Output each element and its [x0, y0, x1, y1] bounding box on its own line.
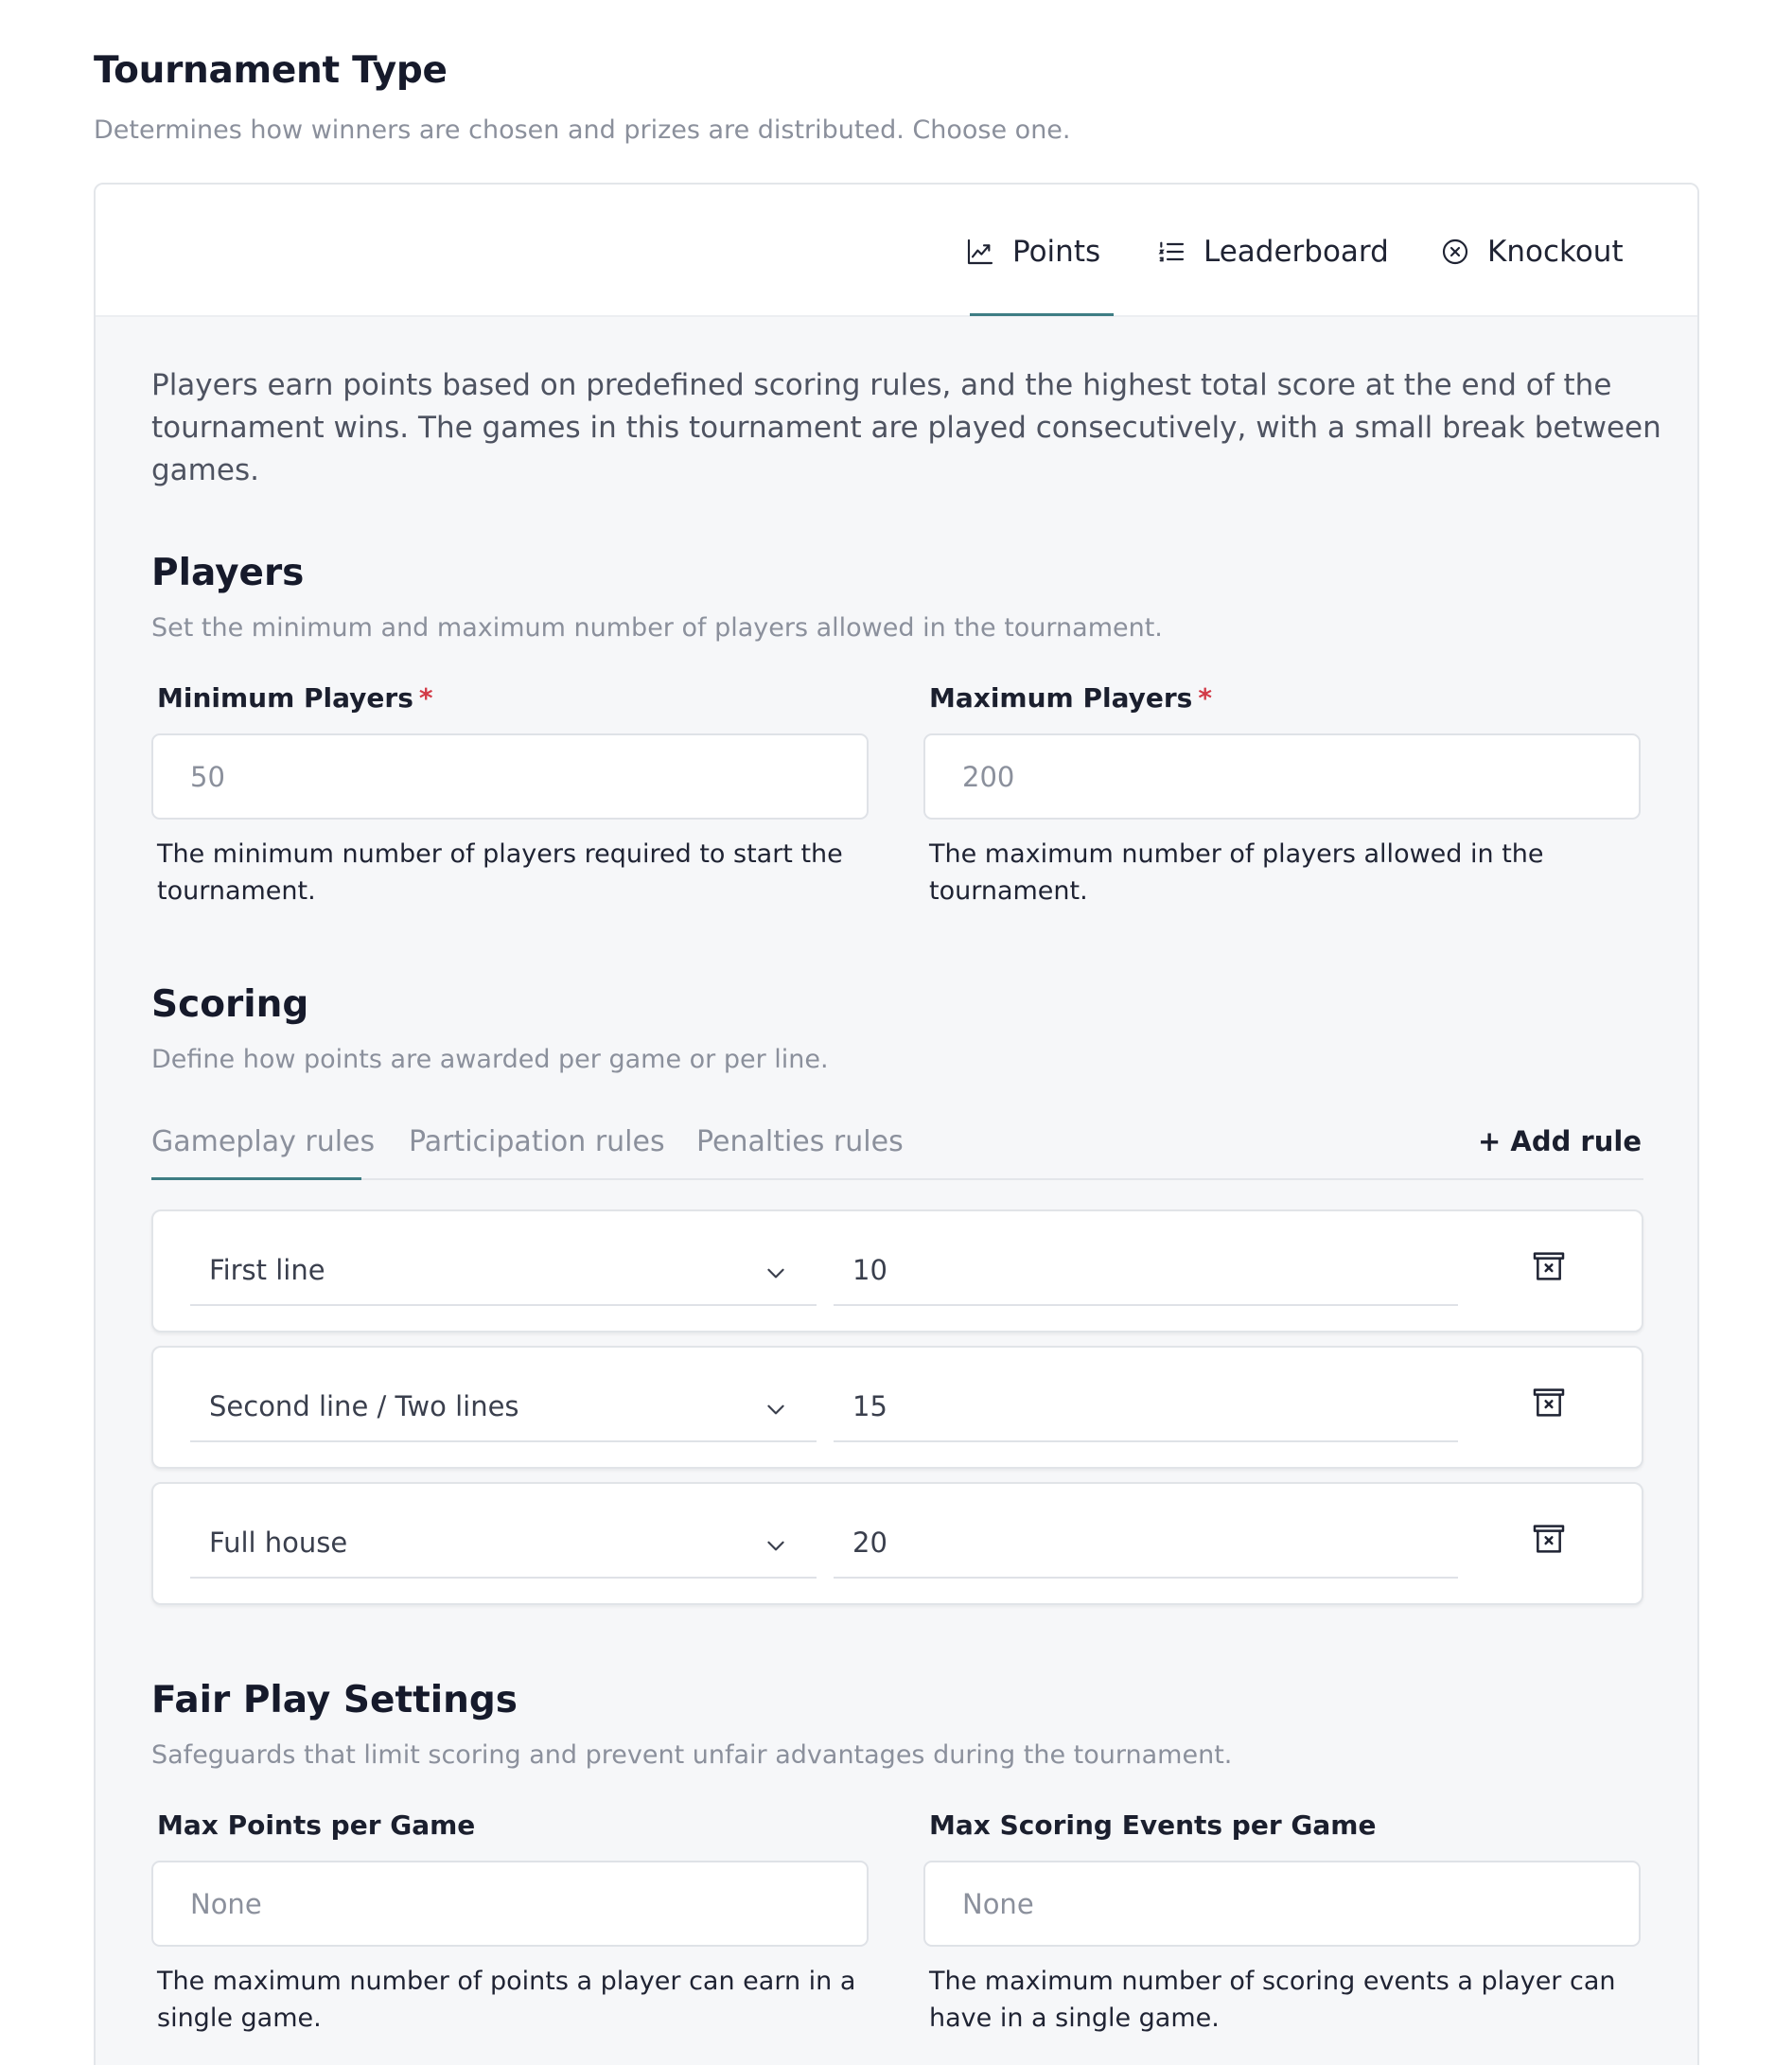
- min-players-label: Minimum Players *: [157, 682, 433, 714]
- players-title: Players: [151, 552, 305, 594]
- rule-type-select[interactable]: [190, 1236, 817, 1306]
- scoring-rule-row: [151, 1209, 1643, 1333]
- rule-type-value: First line: [209, 1254, 325, 1286]
- rule-type-value: Full house: [209, 1527, 348, 1559]
- tab-points-label: Points: [1012, 235, 1101, 269]
- scoring-rule-row: [151, 1482, 1643, 1605]
- tab-knockout-label: Knockout: [1487, 235, 1624, 269]
- players-subtitle: Set the minimum and maximum number of players allowed in the tournament.: [151, 613, 1163, 643]
- scoring-title: Scoring: [151, 983, 309, 1026]
- tournament-type-tabs: [96, 185, 1697, 317]
- max-players-help: The maximum number of players allowed in the tournament.: [929, 839, 1544, 906]
- rule-type-select[interactable]: [190, 1372, 817, 1442]
- chevron-down-icon: [764, 1261, 788, 1285]
- max-players-label: Maximum Players *: [929, 682, 1212, 714]
- max-events-input[interactable]: [923, 1861, 1641, 1947]
- max-points-label: Max Points per Game: [157, 1809, 476, 1841]
- tab-knockout[interactable]: [1440, 228, 1624, 275]
- rule-points-input[interactable]: [834, 1509, 1458, 1579]
- scoring-rule-row: [151, 1346, 1643, 1469]
- list-numbered-icon: [1156, 237, 1186, 267]
- delete-rule-icon[interactable]: [1530, 1520, 1568, 1558]
- page-subtitle: Determines how winners are chosen and prizes are distributed. Choose one.: [94, 115, 1071, 145]
- required-mark: *: [1198, 682, 1212, 714]
- chart-line-icon: [965, 237, 995, 267]
- rule-type-value: Second line / Two lines: [209, 1390, 519, 1422]
- delete-rule-icon[interactable]: [1530, 1247, 1568, 1285]
- rule-points-input[interactable]: [834, 1236, 1458, 1306]
- delete-rule-icon[interactable]: [1530, 1384, 1568, 1421]
- max-points-help: The maximum number of points a player can earn in a single game.: [157, 1967, 856, 2033]
- active-tab-indicator: [970, 313, 1114, 316]
- fair-play-title: Fair Play Settings: [151, 1679, 518, 1721]
- add-rule-button[interactable]: + Add rule: [1477, 1125, 1642, 1157]
- rule-type-select[interactable]: [190, 1509, 817, 1579]
- tab-leaderboard-label: Leaderboard: [1203, 235, 1389, 269]
- chevron-down-icon: [764, 1397, 788, 1421]
- circle-x-icon: [1440, 237, 1470, 267]
- rule-points-input[interactable]: [834, 1372, 1458, 1442]
- tournament-type-card: [94, 183, 1699, 2065]
- tab-points[interactable]: [965, 228, 1100, 275]
- tab-participation-rules[interactable]: Participation rules: [409, 1125, 665, 1158]
- min-players-input[interactable]: [151, 733, 869, 820]
- max-points-input[interactable]: [151, 1861, 869, 1947]
- scoring-tabs-divider: [151, 1178, 1643, 1180]
- scoring-subtitle: Define how points are awarded per game or per line.: [151, 1045, 829, 1074]
- active-subtab-indicator: [151, 1177, 361, 1180]
- tab-penalties-rules[interactable]: Penalties rules: [696, 1125, 904, 1158]
- min-players-help: The minimum number of players required to start the tournament.: [157, 839, 843, 906]
- max-events-help: The maximum number of scoring events a player can have in a single game.: [929, 1967, 1616, 2033]
- required-mark: *: [418, 682, 433, 714]
- tab-gameplay-rules[interactable]: Gameplay rules: [151, 1125, 376, 1158]
- tab-leaderboard[interactable]: [1156, 228, 1389, 275]
- max-events-label: Max Scoring Events per Game: [929, 1809, 1377, 1841]
- chevron-down-icon: [764, 1533, 788, 1558]
- fair-play-subtitle: Safeguards that limit scoring and prevent unfair advantages during the tournament.: [151, 1740, 1233, 1770]
- max-players-input[interactable]: [923, 733, 1641, 820]
- tournament-description: Players earn points based on predefined scoring rules, and the highest total score at the end of the tournament wins. The games in this tournament are played consecutively, with a small break between games.: [151, 368, 1661, 487]
- page-title: Tournament Type: [94, 49, 448, 92]
